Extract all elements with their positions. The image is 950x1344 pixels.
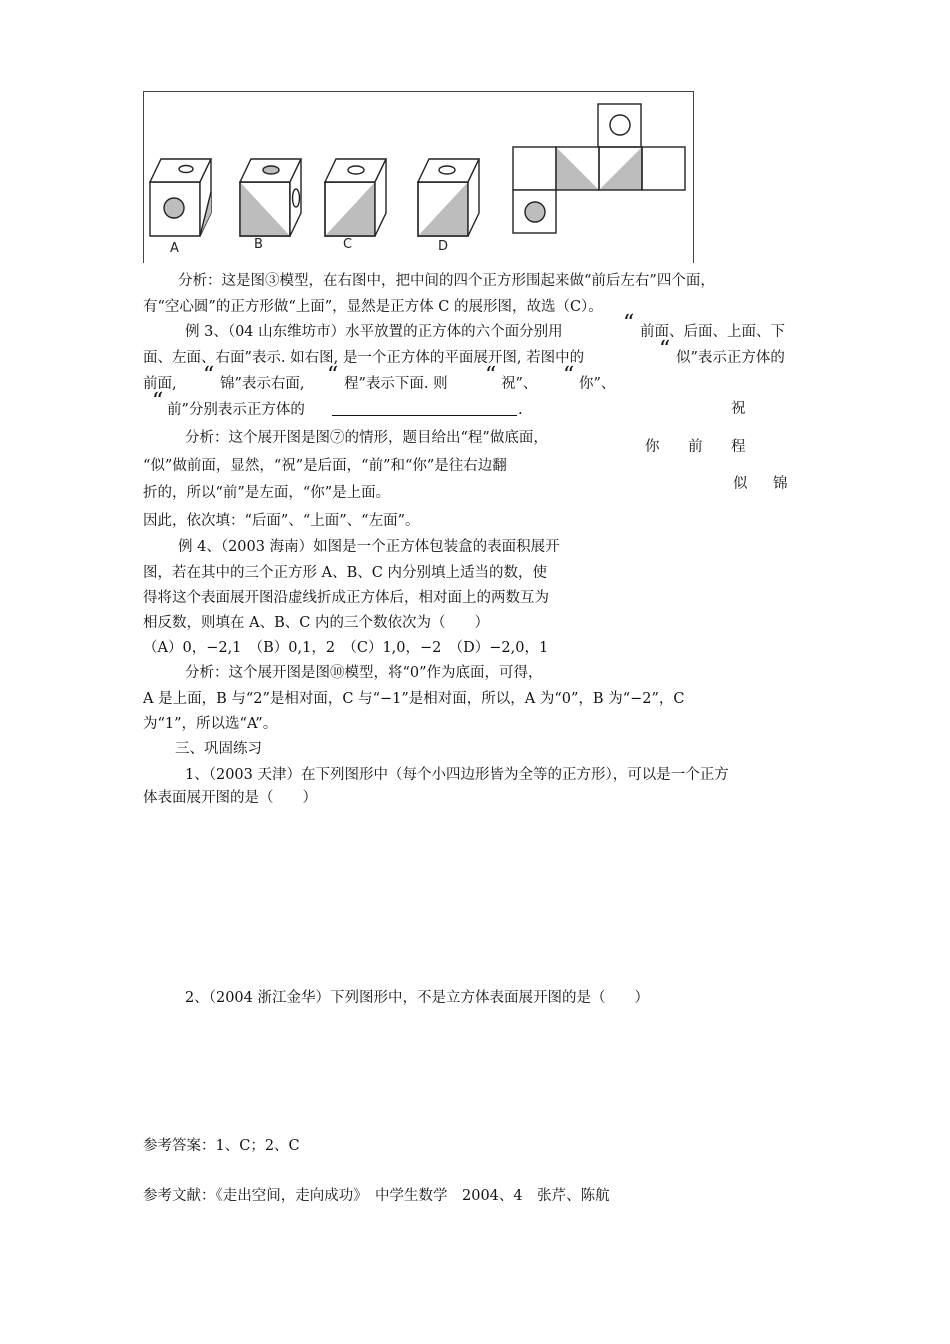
- cube-net: [513, 104, 685, 233]
- analysis4-line-3: 为“1”，所以选“A”。: [143, 716, 278, 732]
- net-si: 似: [733, 476, 748, 492]
- quote-mark: “: [485, 363, 497, 388]
- quote-mark: “: [659, 337, 671, 362]
- example3-line-4a: 前”分别表示正方体的: [167, 402, 305, 418]
- example4-line-2: 图，若在其中的三个正方形 A、B、C 内分别填上适当的数，使: [143, 565, 547, 581]
- exercise1-line-1: 1、（2003 天津）在下列图形中（每个小四边形皆为全等的正方形），可以是一个正方: [185, 767, 729, 783]
- net-cheng: 程: [731, 439, 746, 455]
- net-qian: 前: [688, 439, 703, 455]
- example3-line-1: 例 3、（04 山东维坊市）水平放置的正方体的六个面分别用: [185, 324, 563, 340]
- example3-line-3e: 你”、: [579, 376, 616, 392]
- section-heading: 三、巩固练习: [175, 741, 262, 757]
- net-jin: 锦: [773, 476, 788, 492]
- example3-line-2: 面、左面、右面”表示. 如右图, 是一个正方体的平面展开图, 若图中的: [143, 350, 585, 366]
- label-d: D: [438, 239, 449, 254]
- cube-d: [418, 159, 479, 236]
- label-b: B: [254, 237, 263, 252]
- analysis4-line-1: 分析：这个展开图是图⑩模型，将“0”作为底面，可得，: [185, 665, 543, 681]
- label-a: A: [170, 241, 179, 256]
- example3-line-2b: 似”表示正方体的: [676, 350, 785, 366]
- example3-line-3d: 祝”、: [501, 376, 538, 392]
- references: 参考文献：《走出空间，走向成功》 中学生数学 2004、4 张芹、陈航: [143, 1188, 610, 1204]
- quote-mark: “: [327, 363, 339, 388]
- example3-line-4b: .: [518, 402, 523, 418]
- net-zhu: 祝: [731, 401, 746, 417]
- label-c: C: [343, 237, 353, 252]
- example4-line-4: 相反数，则填在 A、B、C 内的三个数依次为（ ）: [143, 615, 489, 631]
- example4-options: （A）0，−2,1 （B）0,1，2 （C）1,0，−2 （D）−2,0，1: [143, 640, 549, 656]
- analysis3-line-1: 分析：这个展开图是图⑦的情形，题目给出“程”做底面，: [185, 430, 548, 446]
- example3-line-3b: 锦”表示右面,: [220, 376, 305, 392]
- quote-mark: “: [152, 389, 164, 414]
- example4-line-3: 得将这个表面展开图沿虚线折成正方体后，相对面上的两数互为: [143, 590, 549, 606]
- analysis-line-1: 分析：这是图③模型，在右图中，把中间的四个正方形围起来做“前后左右”四个面，: [178, 273, 715, 289]
- quote-mark: “: [203, 363, 215, 388]
- cube-figure: [143, 91, 694, 263]
- cube-a: [150, 159, 211, 236]
- example3-line-1b: 前面、后面、上面、下: [640, 324, 785, 340]
- cube-c: [325, 159, 386, 236]
- exercise2-line: 2、（2004 浙江金华）下列图形中，不是立方体表面展开图的是（ ）: [185, 990, 649, 1006]
- example4-line-1: 例 4、（2003 海南）如图是一个正方体包装盒的表面积展开: [178, 539, 560, 555]
- answer-blank: [332, 401, 517, 416]
- quote-mark: “: [623, 311, 635, 336]
- net-ni: 你: [645, 439, 660, 455]
- analysis4-line-2: A 是上面，B 与“2”是相对面，C 与“−1”是相对面，所以，A 为“0”，B 为“−2”，C: [143, 691, 685, 707]
- analysis3-line-3: 折的，所以“前”是左面，“你”是上面。: [143, 485, 391, 501]
- quote-mark: “: [563, 363, 575, 388]
- analysis-line-2: 有“空心圆”的正方形做“上面”，显然是正方体 C 的展形图，故选（C）。: [143, 299, 603, 315]
- answers: 参考答案：1、C；2、C: [143, 1138, 300, 1154]
- analysis3-line-2: “似”做前面，显然，“祝”是后面，“前”和“你”是往右边翻: [143, 458, 507, 474]
- exercise1-line-2: 体表面展开图的是（ ）: [143, 790, 317, 806]
- example3-line-3c: 程”表示下面. 则: [344, 376, 448, 392]
- analysis3-line-4: 因此，依次填：“后面”、“上面”、“左面”。: [143, 513, 420, 529]
- cube-b: [240, 159, 301, 236]
- cube-figure-drawing: [144, 92, 695, 264]
- example3-line-3a: 前面,: [143, 376, 177, 392]
